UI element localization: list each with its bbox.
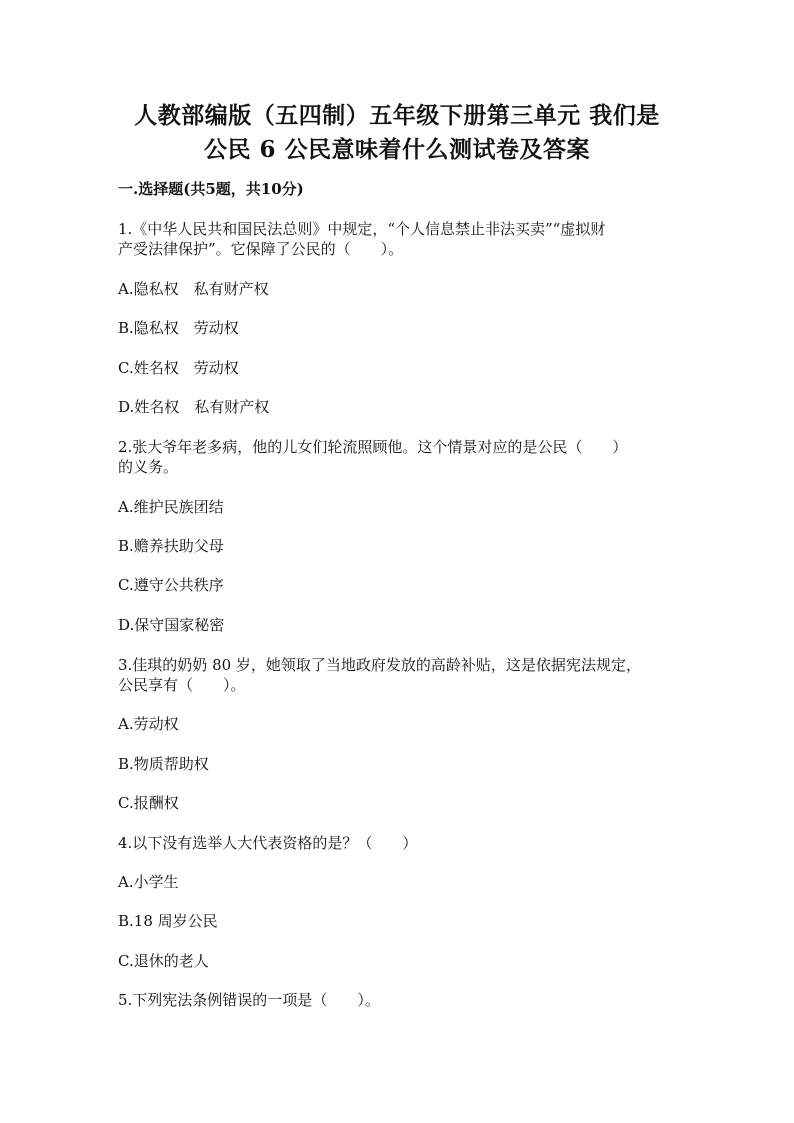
question-3-stem-line-2: 公民享有（ ）。	[118, 676, 246, 694]
question-3-stem-line-1: 3.佳琪的奶奶 80 岁，她领取了当地政府发放的高龄补贴，这是依据宪法规定，	[118, 656, 641, 674]
question-3-option-c: C.报酬权	[118, 794, 179, 812]
document-title-line-1: 人教部编版（五四制）五年级下册第三单元 我们是	[134, 102, 660, 129]
question-1-option-a: A.隐私权 私有财产权	[118, 280, 269, 298]
question-3-option-b: B.物质帮助权	[118, 755, 209, 773]
question-5-stem: 5.下列宪法条例错误的一项是（ ）。	[118, 991, 380, 1009]
document-title-line-2: 公民 6 公民意味着什么测试卷及答案	[203, 136, 591, 163]
question-1-stem-line-2: 产受法律保护”。它保障了公民的（ ）。	[118, 240, 404, 258]
question-1-option-b: B.隐私权 劳动权	[118, 319, 239, 337]
question-1-stem-line-1: 1.《中华人民共和国民法总则》中规定，“个人信息禁止非法买卖”“虚拟财	[118, 220, 606, 238]
question-4-option-c: C.退休的老人	[118, 952, 209, 970]
question-2-stem-line-1: 2.张大爷年老多病，他的儿女们轮流照顾他。这个情景对应的是公民（ ）	[118, 438, 628, 456]
question-1-option-c: C.姓名权 劳动权	[118, 359, 239, 377]
question-2-option-a: A.维护民族团结	[118, 498, 224, 516]
question-2-option-b: B.赡养扶助父母	[118, 537, 224, 555]
question-4-option-b: B.18 周岁公民	[118, 912, 218, 930]
question-4-stem: 4.以下没有选举人大代表资格的是？（ ）	[118, 834, 418, 852]
question-4-option-a: A.小学生	[118, 873, 179, 891]
question-3-option-a: A.劳动权	[118, 715, 179, 733]
question-1-option-d: D.姓名权 私有财产权	[118, 398, 270, 416]
question-2-option-c: C.遵守公共秩序	[118, 576, 224, 594]
section-heading: 一.选择题(共5题，共10分)	[118, 180, 304, 198]
question-2-option-d: D.保守国家秘密	[118, 616, 225, 634]
question-2-stem-line-2: 的义务。	[118, 458, 179, 476]
